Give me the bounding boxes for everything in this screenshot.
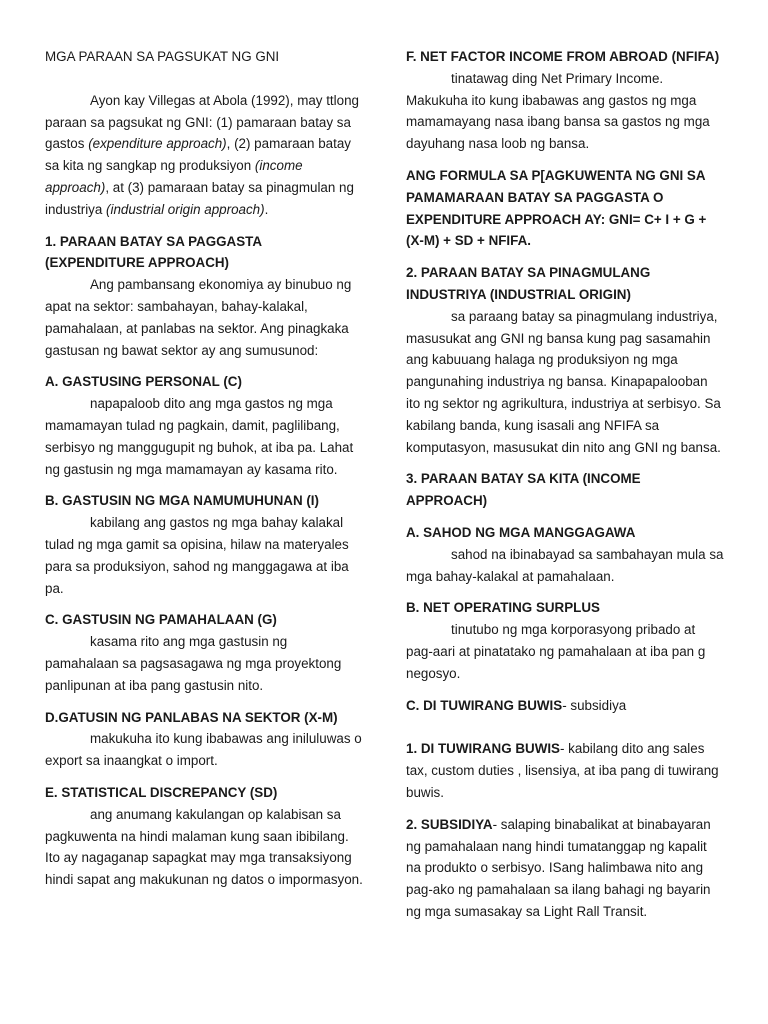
intro-em-2: (income approach) [45,158,303,195]
section-a-heading: A. GASTUSING PERSONAL (C) [45,374,242,390]
intro-text-1: Ayon kay Villegas at Abola (1992), may ttlong paraan sa pagsukat ng GNI: (1) pamaraan batay sa gastos [45,92,359,152]
section-e-body: ang anumang kakulangan op kalabisan sa pagkuwenta na hindi malaman kung saan ibibilang. Ito ay nagaganap sapagkat may mga transaksiyong hindi sapat ang makukunan ng datos o impormasyon. [45,806,363,888]
income-c-rest: - subsidiya [562,697,627,713]
section-c-heading: C. GASTUSIN NG PAMAHALAAN (G) [45,612,277,628]
intro-text-3: , at (3) pamaraan batay sa pinagmulan ng industriya [45,179,354,217]
intro-em-3: (industrial origin approach) [106,201,265,217]
income-c-line [406,695,724,717]
section-e-heading: E. STATISTICAL DISCREPANCY (SD) [45,784,278,800]
tax-item [406,738,724,803]
section-2-body: sa paraang batay sa pinagmulang industriya, masusukat ang GNI ng bansa kung pag sasamahin ang kabuuang halaga ng produksiyon ng mga pangunahing industriya ng bansa. Kinapapalooban ito ng sektor ng agrikultura, industriya at serbisyo. Sa kabilang banda, kung isasali ang NFIFA sa komputasyon, masusukat din nito ang GNI ng bansa. [406,308,721,455]
section-a-body: napapaloob dito ang mga gastos ng mga mamamayan tulad ng pagkain, damit, paglilibang, serbisyo ng manggugupit ng buhok, at iba pa. Lahat ng gastusin ng mga mamamayan ay kasama rito. [45,396,354,477]
section-1-heading: 1. PARAAN BATAY SA PAGGASTA (EXPENDITURE APPROACH) [45,233,262,271]
intro-text-2: , (2) pamaraan batay sa kita ng sangkap ng produksiyon [45,136,351,174]
subsidy-item [406,814,724,923]
section-d-body: makukuha ito kung ibabawas ang iniluluwas o export sa inaangkat o import. [45,731,362,769]
income-c-heading: C. DI TUWIRANG BUWIS [406,697,563,713]
income-a-heading: A. SAHOD NG MGA MANGGAGAWA [406,524,636,540]
intro-em-1: (expenditure approach) [88,136,227,152]
income-b-body: tinutubo ng mga korporasyong pribado at pag-aari at pinatatako ng pamahalaan at iba pan g negosyo. [406,622,706,681]
section-1-body: Ang pambansang ekonomiya ay binubuo ng apat na sektor: sambahayan, bahay-kalakal, pamahalaan, at panlabas na sektor. Ang pinagkaka gastusan ng bawat sektor ay ang sumusunod: [45,277,352,358]
section-f-heading: F. NET FACTOR INCOME FROM ABROAD (NFIFA) [406,49,720,64]
section-2-heading: 2. PARAAN BATAY SA PINAGMULANG INDUSTRIYA (INDUSTRIAL ORIGIN) [406,265,651,302]
tax-item-body: - kabilang dito ang sales tax, custom duties , lisensiya, at iba pang di tuwirang buwis. [406,741,719,800]
subsidy-item-body: - salaping binabalikat at binabayaran ng pamahalaan nang hindi tumatanggap ng kapalit na produkto o serbisyo. ISang halimbawa nito ang pag-ako ng pamahalaan sa ilang bahagi ng bayarin ng mga sumasakay sa Light Rall Transit. [406,816,711,919]
section-b-heading: B. GASTUSIN NG MGA NAMUMUHUNAN (I) [45,493,319,509]
tax-item-heading: 1. DI TUWIRANG BUWIS [406,741,560,757]
intro-text-4: . [264,201,269,217]
income-a-body: sahod na ibinabayad sa sambahayan mula sa mga bahay-kalakal at pamahalaan. [406,546,724,584]
formula-statement: ANG FORMULA SA P[AGKUWENTA NG GNI SA PAMAMARAAN BATAY SA PAGGASTA O EXPENDITURE APPROACH AY: GNI= C+ I + G + (X-M) + SD + NFIFA. [406,167,707,249]
section-d-heading: D.GATUSIN NG PANLABAS NA SEKTOR (X-M) [45,709,338,725]
section-f-body: tinatawag ding Net Primary Income. Makukuha ito kung ibabawas ang gastos ng mga mamamayang nasa ibang bansa sa gastos ng mga dayuhang nasa loob ng bansa. [406,70,710,152]
section-c-body: kasama rito ang mga gastusin ng pamahalaan sa pagsasagawa ng mga proyektong panlipunan at iba pang gastusin nito. [45,634,342,693]
left-column [45,46,363,891]
section-b-body: kabilang ang gastos ng mga bahay kalakal tulad ng mga gamit sa opisina, hilaw na materyales para sa produksiyon, sahod ng manggagawa at iba pa. [45,515,349,596]
intro-paragraph [45,90,363,221]
subsidy-item-heading: 2. SUBSIDIYA [406,816,493,832]
section-3-heading: 3. PARAAN BATAY SA KITA (INCOME APPROACH) [406,471,641,509]
document-title: MGA PARAAN SA PAGSUKAT NG GNI [45,49,280,64]
right-column [406,46,724,923]
income-b-heading: B. NET OPERATING SURPLUS [406,600,600,616]
